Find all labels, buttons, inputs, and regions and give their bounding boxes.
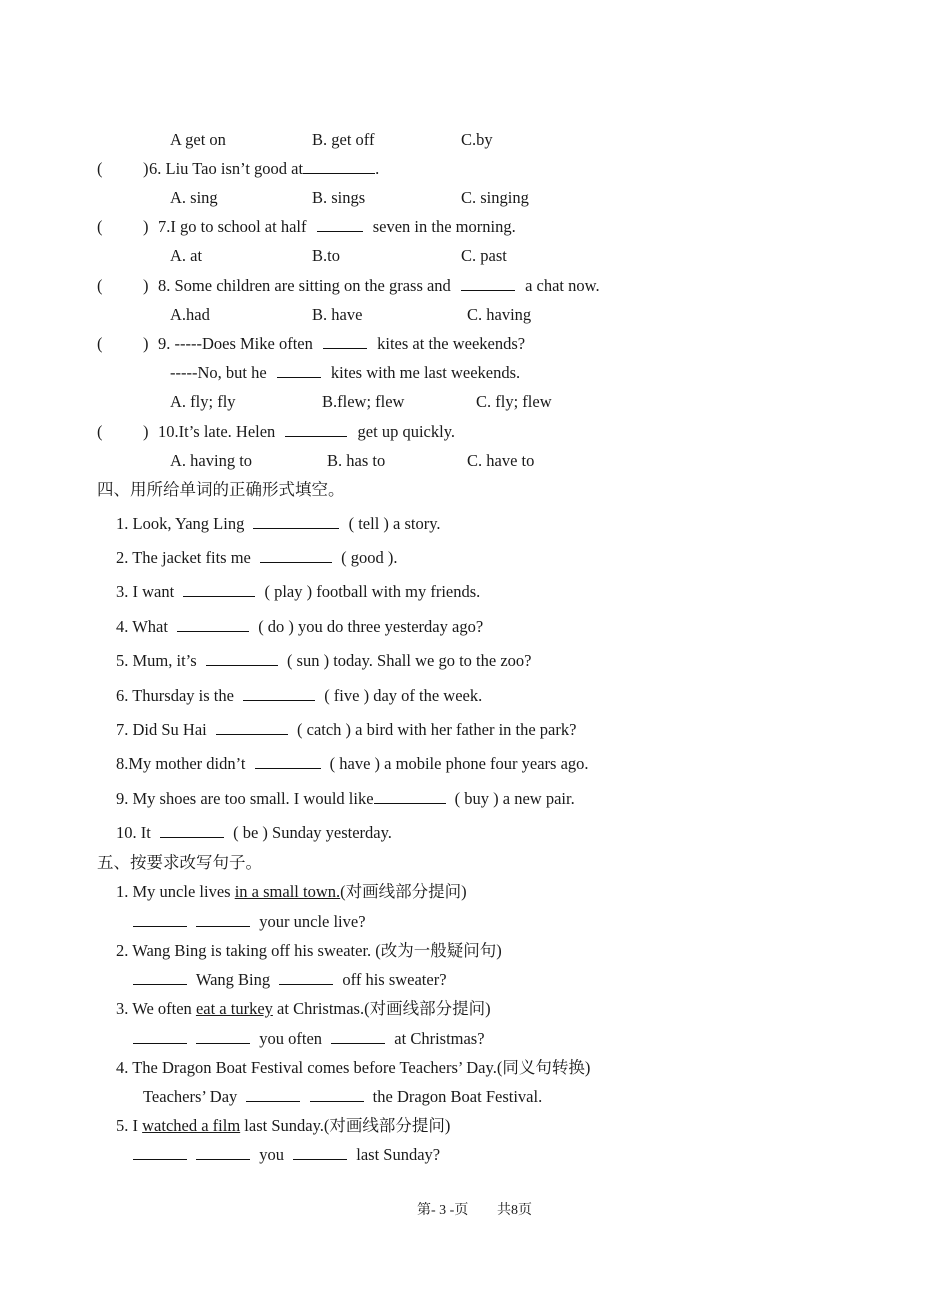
part5-s3-answer-text-1: you often — [259, 1029, 323, 1048]
part5-s1-blank-1[interactable] — [133, 912, 187, 927]
part5-s4-answer — [143, 1087, 542, 1107]
part5-s4 — [116, 1058, 590, 1078]
part4-item-6-text: 6. Thursday is the — [116, 686, 234, 705]
part5-s4-answer-text-2: the Dragon Boat Festival. — [372, 1087, 543, 1106]
part4-item-3-blank[interactable] — [183, 582, 255, 597]
part5-s1-answer-text: your uncle live? — [259, 912, 366, 931]
q6-option-c: C. singing — [461, 188, 529, 207]
q6-paren-close: ) — [143, 159, 149, 178]
part4-item-3 — [116, 582, 480, 602]
part4-item-4-hint: ( do ) you do three yesterday ago? — [258, 617, 484, 636]
q9-blank-1[interactable] — [323, 334, 367, 349]
page-number: 第- 3 -页 — [417, 1203, 469, 1218]
part5-s5-post: last Sunday. — [240, 1116, 324, 1135]
q10-tail: get up quickly. — [357, 422, 455, 441]
part5-s5-pre: 5. I — [116, 1116, 143, 1135]
q8-tail: a chat now. — [525, 276, 600, 295]
part4-item-1-blank[interactable] — [253, 514, 339, 529]
q9-blank-2[interactable] — [277, 363, 321, 378]
part5-s5-answer — [133, 1145, 440, 1165]
q6-paren-open: ( — [97, 159, 103, 178]
part5-s2 — [116, 941, 502, 961]
part4-item-5-hint: ( sun ) today. Shall we go to the zoo? — [286, 651, 532, 670]
q6-blank[interactable] — [303, 159, 375, 174]
q9-tail: kites at the weekends? — [377, 334, 526, 353]
q6-question — [149, 159, 379, 179]
q8-option-b: B. have — [312, 305, 363, 324]
q7-text: 7.I go to school at half — [158, 217, 307, 236]
part5-s1-note: (对画线部分提问) — [340, 882, 467, 901]
q9-option-c: C. fly; flew — [476, 392, 552, 411]
part4-item-10-hint: ( be ) Sunday yesterday. — [233, 823, 392, 842]
part5-s5-answer-text-2: last Sunday? — [356, 1145, 441, 1164]
part4-item-8-blank[interactable] — [255, 754, 321, 769]
part4-item-7-hint: ( catch ) a bird with her father in the park? — [297, 720, 577, 739]
q7-tail: seven in the morning. — [372, 217, 516, 236]
part4-item-2-hint: ( good ). — [341, 548, 398, 567]
part4-item-5-blank[interactable] — [206, 651, 278, 666]
q9-answer-line — [170, 363, 520, 383]
q9-line2-b: kites with me last weekends. — [330, 363, 521, 382]
q9-option-b: B.flew; flew — [322, 392, 405, 411]
q9-line2-a: -----No, but he — [170, 363, 267, 382]
part5-s3-blank-3[interactable] — [331, 1029, 385, 1044]
part4-item-1-hint: ( tell ) a story. — [348, 514, 441, 533]
part4-item-3-hint: ( play ) football with my friends. — [264, 582, 481, 601]
part5-s2-pre: 2. Wang Bing is taking off his sweater. — [116, 941, 376, 960]
part4-item-9-text: 9. My shoes are too small. I would like — [116, 789, 374, 808]
q7-blank[interactable] — [317, 217, 363, 232]
q7-paren-close: ) — [143, 217, 149, 236]
part4-item-4 — [116, 617, 483, 637]
part5-s3-answer — [133, 1029, 485, 1049]
q7-question — [158, 217, 516, 237]
part5-s4-blank-2[interactable] — [310, 1087, 364, 1102]
q9-text: 9. -----Does Mike often — [158, 334, 313, 353]
part4-item-2-text: 2. The jacket fits me — [116, 548, 251, 567]
part4-item-7-text: 7. Did Su Hai — [116, 720, 207, 739]
q8-blank[interactable] — [461, 276, 515, 291]
part4-item-1-text: 1. Look, Yang Ling — [116, 514, 245, 533]
part4-item-10-blank[interactable] — [160, 823, 224, 838]
part5-s2-answer — [133, 970, 447, 990]
q8-option-c: C. having — [467, 305, 532, 324]
q6-option-b: B. sings — [312, 188, 366, 207]
part4-item-8 — [116, 754, 589, 774]
q10-paren-open: ( — [97, 422, 103, 441]
part5-s1-underlined: in a small town. — [234, 882, 341, 901]
q5-option-a: A get on — [170, 130, 226, 149]
part4-item-7-blank[interactable] — [216, 720, 288, 735]
part4-item-5-text: 5. Mum, it’s — [116, 651, 197, 670]
q8-paren-close: ) — [143, 276, 149, 295]
q5-option-b: B. get off — [312, 130, 375, 149]
part5-s3-post: at Christmas. — [272, 999, 365, 1018]
q7-option-a: A. at — [170, 246, 203, 265]
part4-item-9-hint: ( buy ) a new pair. — [454, 789, 575, 808]
part4-item-6-hint: ( five ) day of the week. — [324, 686, 483, 705]
part5-s5 — [116, 1116, 450, 1136]
part5-s4-pre: 4. The Dragon Boat Festival comes before Teachers’ Day. — [116, 1058, 497, 1077]
part5-s5-note: (对画线部分提问) — [323, 1116, 451, 1135]
part4-item-4-text: 4. What — [116, 617, 168, 636]
q9-question — [158, 334, 525, 354]
part5-s3-blank-1[interactable] — [133, 1029, 187, 1044]
part5-s3 — [116, 999, 491, 1019]
q8-paren-open: ( — [97, 276, 103, 295]
q7-option-c: C. past — [461, 246, 507, 265]
q9-paren-open: ( — [97, 334, 103, 353]
part5-s1-blank-2[interactable] — [196, 912, 250, 927]
part5-s3-note: (对画线部分提问) — [364, 999, 491, 1018]
q8-option-a: A.had — [170, 305, 210, 324]
part5-s4-answer-text-1: Teachers’ Day — [143, 1087, 238, 1106]
q10-paren-close: ) — [143, 422, 149, 441]
part4-item-10 — [116, 823, 392, 843]
q6-tail: . — [375, 159, 380, 178]
part4-item-5 — [116, 651, 531, 671]
part4-item-9-blank[interactable] — [374, 789, 446, 804]
part4-item-8-text: 8.My mother didn’t — [116, 754, 246, 773]
q8-question — [158, 276, 600, 296]
part5-s3-answer-text-2: at Christmas? — [394, 1029, 485, 1048]
part5-s1-pre: 1. My uncle lives — [116, 882, 235, 901]
part4-item-1 — [116, 514, 441, 534]
q6-option-a: A. sing — [170, 188, 218, 207]
q10-blank[interactable] — [285, 422, 347, 437]
part4-item-9 — [116, 789, 575, 809]
part4-item-6-blank[interactable] — [243, 686, 315, 701]
q10-question — [158, 422, 455, 442]
q10-option-a: A. having to — [170, 451, 253, 470]
part5-s3-underlined: eat a turkey — [195, 999, 273, 1018]
part5-heading: 五、按要求改写句子。 — [97, 853, 262, 872]
q9-paren-close: ) — [143, 334, 149, 353]
q6-text: 6. Liu Tao isn’t good at — [149, 159, 304, 178]
part4-heading: 四、用所给单词的正确形式填空。 — [97, 480, 345, 499]
part5-s5-blank-3[interactable] — [293, 1145, 347, 1160]
part5-s5-blank-2[interactable] — [196, 1145, 250, 1160]
part4-item-4-blank[interactable] — [177, 617, 249, 632]
part5-s5-answer-text-1: you — [259, 1145, 284, 1164]
part5-s2-answer-text-1: Wang Bing — [195, 970, 271, 989]
part5-s2-blank-2[interactable] — [279, 970, 333, 985]
part4-item-2-blank[interactable] — [260, 548, 332, 563]
page-total: 共8页 — [497, 1203, 532, 1218]
part5-s3-pre: 3. We often — [116, 999, 196, 1018]
part4-item-7 — [116, 720, 576, 740]
part5-s2-blank-1[interactable] — [133, 970, 187, 985]
q5-option-c: C.by — [461, 130, 493, 149]
part5-s5-underlined: watched a film — [142, 1116, 241, 1135]
part5-s2-note: (改为一般疑问句) — [375, 941, 502, 960]
part5-s5-blank-1[interactable] — [133, 1145, 187, 1160]
part4-item-6 — [116, 686, 482, 706]
q10-option-b: B. has to — [327, 451, 386, 470]
q7-option-b: B.to — [312, 246, 340, 265]
part5-s3-blank-2[interactable] — [196, 1029, 250, 1044]
q9-option-a: A. fly; fly — [170, 392, 236, 411]
part4-item-10-text: 10. It — [116, 823, 151, 842]
q10-option-c: C. have to — [467, 451, 535, 470]
part5-s4-note: (同义句转换) — [496, 1058, 591, 1077]
part5-s2-answer-text-2: off his sweater? — [342, 970, 447, 989]
q7-paren-open: ( — [97, 217, 103, 236]
q8-text: 8. Some children are sitting on the grass and — [158, 276, 451, 295]
part4-item-8-hint: ( have ) a mobile phone four years ago. — [329, 754, 589, 773]
part5-s1-answer — [133, 912, 366, 932]
part4-item-2 — [116, 548, 398, 568]
q10-text: 10.It’s late. Helen — [158, 422, 276, 441]
part5-s4-blank-1[interactable] — [246, 1087, 300, 1102]
part5-s1 — [116, 882, 467, 902]
part4-item-3-text: 3. I want — [116, 582, 175, 601]
